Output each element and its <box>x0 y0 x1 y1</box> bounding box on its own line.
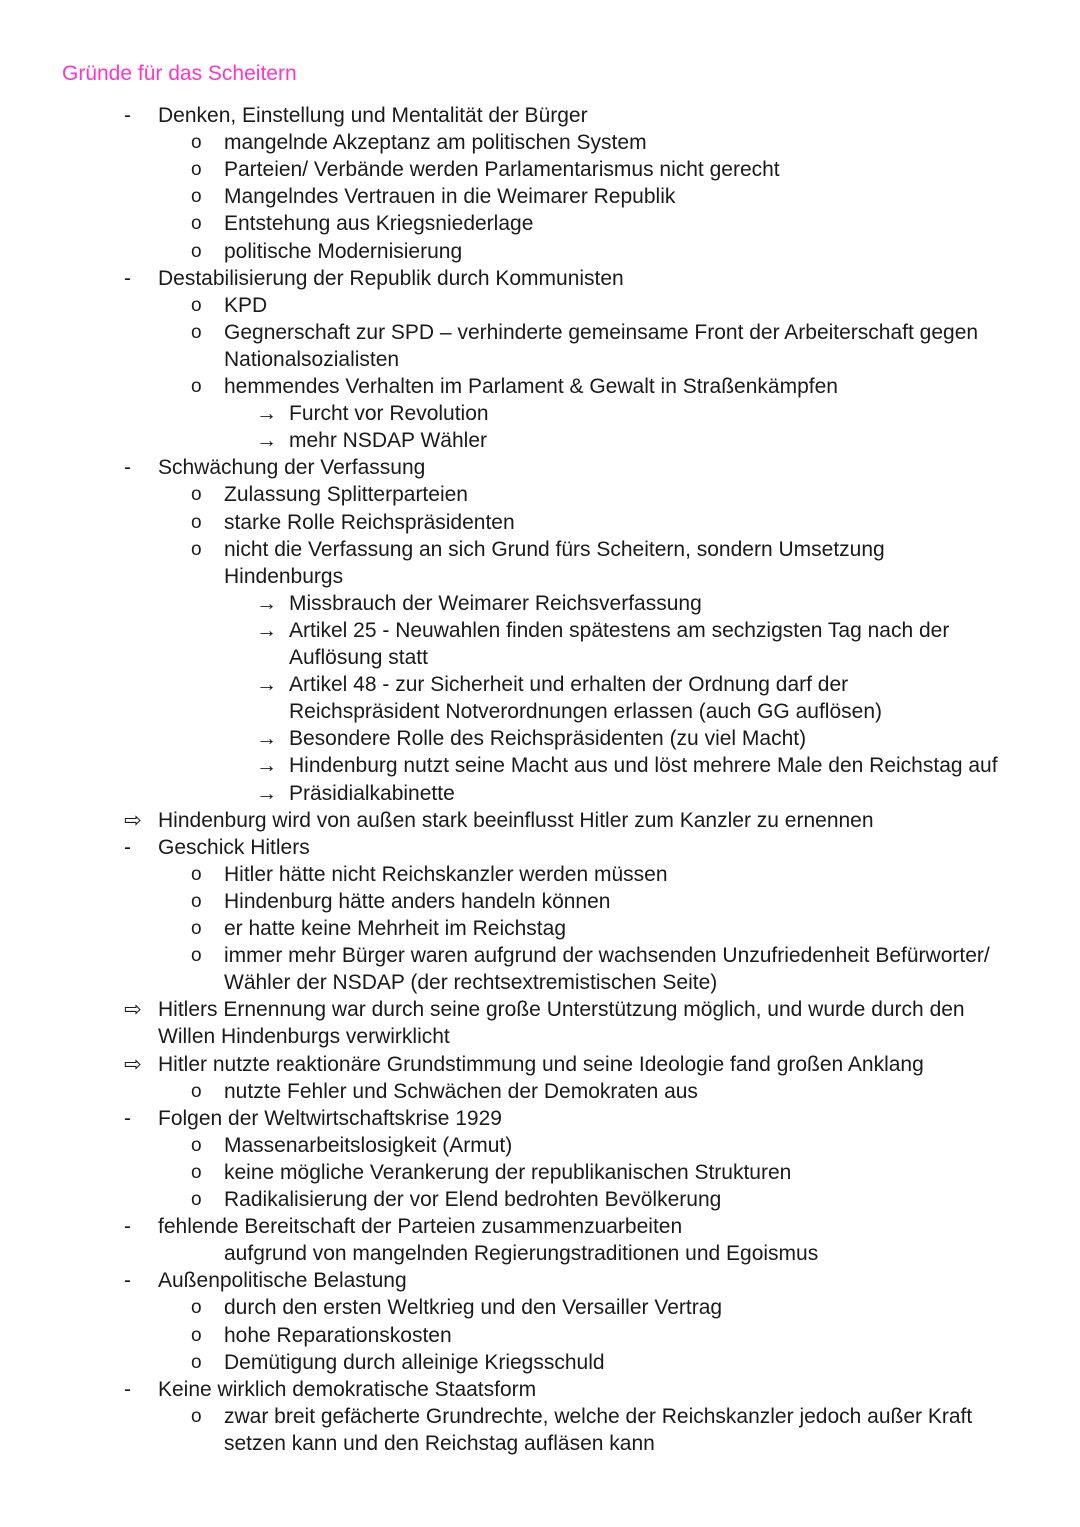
outline-line <box>0 563 1080 591</box>
outline-line <box>0 698 1080 726</box>
outline-line-text: Hitlers Ernennung war durch seine große Unterstützung möglich, und wurde durch den <box>158 998 965 1022</box>
circle-marker: o <box>191 159 202 181</box>
arrow-marker: → <box>256 754 277 778</box>
outline-line-text: Auflösung statt <box>289 646 428 669</box>
outline-line-text: Besondere Rolle des Reichspräsidenten (zu viel Macht) <box>289 727 807 751</box>
outline-line <box>0 1159 1080 1187</box>
outline-line-text: Radikalisierung der vor Elend bedrohten Bevölkerung <box>224 1188 722 1211</box>
outline-line <box>0 617 1080 645</box>
outline-line-text: nicht die Verfassung an sich Grund fürs Scheitern, sondern Umsetzung <box>224 537 885 561</box>
dash-marker: - <box>124 1377 131 1401</box>
outline-line-text: Hindenburg hätte anders handeln können <box>224 889 611 913</box>
outline-line <box>0 752 1080 780</box>
outline-line-text: Missbrauch der Weimarer Reichsverfassung <box>289 591 702 615</box>
outline-line <box>0 427 1080 455</box>
outline-line-text: politische Modernisierung <box>224 239 463 263</box>
circle-marker: o <box>191 538 202 560</box>
outline-line-text: zwar breit gefächerte Grundrechte, welche der Reichskanzler jedoch außer Kraft <box>224 1404 973 1428</box>
circle-marker: o <box>191 1080 202 1102</box>
outline-line <box>0 1186 1080 1214</box>
page-title: Gründe für das Scheitern <box>62 62 297 85</box>
circle-marker: o <box>191 484 202 506</box>
result-marker: ⇨ <box>124 1052 142 1076</box>
outline-line <box>0 780 1080 808</box>
outline-line <box>0 861 1080 889</box>
outline-line-text: Furcht vor Revolution <box>289 402 489 426</box>
outline-line <box>0 1430 1080 1458</box>
outline-line <box>0 319 1080 347</box>
arrow-marker: → <box>256 673 277 697</box>
circle-marker: o <box>191 1297 202 1319</box>
outline-line-text: Wähler der NSDAP (der rechtsextremistischen Seite) <box>224 971 718 995</box>
outline-line <box>0 969 1080 997</box>
outline-line <box>0 481 1080 509</box>
outline-line-text: Artikel 48 - zur Sicherheit und erhalten der Ordnung darf der <box>289 673 849 697</box>
outline-line-text: mangelnde Akzeptanz am politischen System <box>224 131 647 155</box>
outline-line-text: Parteien/ Verbände werden Parlamentarismus nicht gerecht <box>224 158 780 182</box>
circle-marker: o <box>191 186 202 208</box>
circle-marker: o <box>191 1324 202 1346</box>
outline-line-text: Schwächung der Verfassung <box>158 456 426 480</box>
outline-line-text: Entstehung aus Kriegsniederlage <box>224 212 534 236</box>
result-marker: ⇨ <box>124 808 142 832</box>
outline-line <box>0 536 1080 564</box>
outline-line-text: hohe Reparationskosten <box>224 1323 452 1347</box>
outline-line <box>0 129 1080 157</box>
outline-line-text: Hindenburg nutzt seine Macht aus und löst mehrere Male den Reichstag auf <box>289 754 998 778</box>
outline-line <box>0 1051 1080 1079</box>
outline-line-text: Keine wirklich demokratische Staatsform <box>158 1377 537 1401</box>
outline-line <box>0 590 1080 618</box>
outline-line <box>0 1267 1080 1295</box>
outline-line <box>0 1322 1080 1350</box>
arrow-marker: → <box>256 429 277 453</box>
dash-marker: - <box>124 456 131 480</box>
outline-line-text: Demütigung durch alleinige Kriegsschuld <box>224 1350 605 1374</box>
circle-marker: o <box>191 1405 202 1427</box>
outline-line <box>0 1403 1080 1431</box>
outline-line <box>0 1105 1080 1133</box>
outline-line-text: Artikel 25 - Neuwahlen finden spätestens am sechzigsten Tag nach der <box>289 618 950 642</box>
circle-marker: o <box>191 132 202 154</box>
outline-line <box>0 996 1080 1024</box>
outline-line <box>0 644 1080 672</box>
outline-line-text: Zulassung Splitterparteien <box>224 483 468 507</box>
outline-line-text: Reichspräsident Notverordnungen erlassen (auch GG auflösen) <box>289 700 882 724</box>
outline-line <box>0 265 1080 293</box>
circle-marker: o <box>191 863 202 885</box>
arrow-marker: → <box>256 618 277 642</box>
outline-line <box>0 1294 1080 1322</box>
circle-marker: o <box>191 1161 202 1183</box>
outline-line-text: Hindenburg wird von außen stark beeinflusst Hitler zum Kanzler zu ernennen <box>158 808 874 832</box>
outline-line <box>0 183 1080 211</box>
arrow-marker: → <box>256 781 277 805</box>
outline-line-text: Nationalsozialisten <box>224 347 400 371</box>
outline-line-text: er hatte keine Mehrheit im Reichstag <box>224 917 566 940</box>
outline-line <box>0 454 1080 482</box>
outline-line <box>0 156 1080 184</box>
circle-marker: o <box>191 1189 202 1210</box>
circle-marker: o <box>191 376 202 397</box>
circle-marker: o <box>191 294 202 316</box>
outline-line-text: setzen kann und den Reichstag aufläsen kann <box>224 1431 655 1455</box>
outline-line <box>0 238 1080 266</box>
outline-line <box>0 834 1080 862</box>
circle-marker: o <box>191 1134 202 1156</box>
outline-line-text: Geschick Hitlers <box>158 835 310 859</box>
outline-line <box>0 671 1080 699</box>
outline-line <box>0 400 1080 428</box>
outline-line-text: Hitler hätte nicht Reichskanzler werden müssen <box>224 862 668 886</box>
circle-marker: o <box>191 321 202 343</box>
dash-marker: - <box>124 1215 131 1239</box>
arrow-marker: → <box>256 402 277 426</box>
outline-line-text: Mangelndes Vertrauen in die Weimarer Republik <box>224 185 676 209</box>
circle-marker: o <box>191 945 202 967</box>
circle-marker: o <box>191 890 202 912</box>
outline-line <box>0 1078 1080 1106</box>
outline-line-text: Willen Hindenburgs verwirklicht <box>158 1025 450 1049</box>
outline-line <box>0 210 1080 238</box>
outline-line-text: immer mehr Bürger waren aufgrund der wachsenden Unzufriedenheit Befürworter/ <box>224 944 990 968</box>
dash-marker: - <box>124 1106 131 1130</box>
circle-marker: o <box>191 918 202 939</box>
circle-marker: o <box>191 213 202 235</box>
outline-line-text: durch den ersten Weltkrieg und den Versailler Vertrag <box>224 1296 723 1320</box>
outline-line-text: KPD <box>224 293 268 317</box>
outline-line <box>0 509 1080 537</box>
dash-marker: - <box>124 835 131 859</box>
outline-line-text: Folgen der Weltwirtschaftskrise 1929 <box>158 1106 502 1130</box>
outline-line-text: Massenarbeitslosigkeit (Armut) <box>224 1133 513 1157</box>
outline-line <box>0 942 1080 970</box>
outline-line-text: mehr NSDAP Wähler <box>289 429 488 453</box>
outline-line-text: hemmendes Verhalten im Parlament & Gewalt in Straßenkämpfen <box>224 375 838 398</box>
outline-line <box>0 1376 1080 1404</box>
dash-marker: - <box>124 266 131 290</box>
outline-line <box>0 1349 1080 1377</box>
outline-line-text: Hindenburgs <box>224 564 344 588</box>
outline-line-text: Destabilisierung der Republik durch Kommunisten <box>158 266 624 290</box>
outline-line <box>0 915 1080 943</box>
outline-line <box>0 373 1080 401</box>
outline-line-text: Außenpolitische Belastung <box>158 1269 407 1293</box>
outline-line <box>0 1240 1080 1268</box>
outline-line-text: fehlende Bereitschaft der Parteien zusammenzuarbeiten <box>158 1215 683 1239</box>
arrow-marker: → <box>256 727 277 751</box>
outline-line <box>0 1213 1080 1241</box>
outline-line-text: Präsidialkabinette <box>289 781 455 805</box>
result-marker: ⇨ <box>124 998 142 1022</box>
outline-line <box>0 807 1080 835</box>
outline-line-text: aufgrund von mangelnden Regierungstraditionen und Egoismus <box>224 1242 819 1266</box>
outline-line <box>0 1132 1080 1160</box>
circle-marker: o <box>191 511 202 533</box>
dash-marker: - <box>124 1269 131 1293</box>
circle-marker: o <box>191 1351 202 1373</box>
dash-marker: - <box>124 104 131 127</box>
outline-line-text: Hitler nutzte reaktionäre Grundstimmung und seine Ideologie fand großen Anklang <box>158 1052 924 1076</box>
outline-line <box>0 725 1080 753</box>
outline-line <box>0 346 1080 374</box>
outline-line-text: nutzte Fehler und Schwächen der Demokraten aus <box>224 1079 698 1103</box>
outline-line-text: Gegnerschaft zur SPD – verhinderte gemeinsame Front der Arbeiterschaft gegen <box>224 320 979 344</box>
outline-line-text: Denken, Einstellung und Mentalität der Bürger <box>158 104 588 127</box>
circle-marker: o <box>191 240 202 262</box>
outline-line <box>0 1023 1080 1051</box>
outline-line-text: starke Rolle Reichspräsidenten <box>224 510 515 534</box>
outline-line <box>0 292 1080 320</box>
arrow-marker: → <box>256 591 277 615</box>
outline-line-text: keine mögliche Verankerung der republikanischen Strukturen <box>224 1160 792 1184</box>
outline-line <box>0 102 1080 130</box>
outline-line <box>0 888 1080 916</box>
